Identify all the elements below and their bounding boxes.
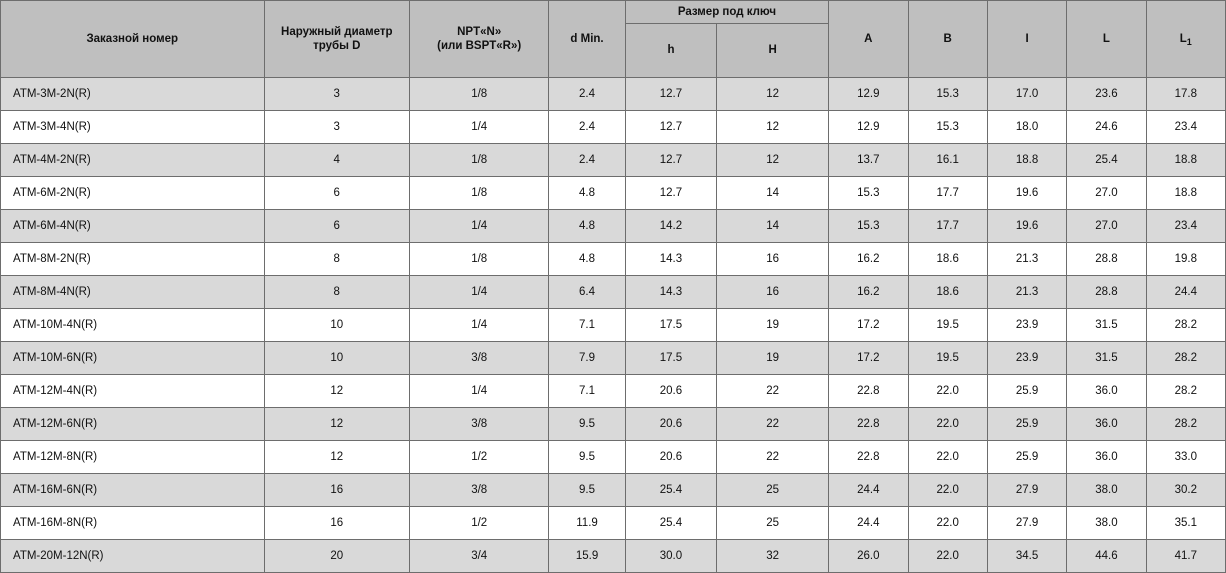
cell-h: 12.7 xyxy=(625,111,717,144)
cell-d_min: 9.5 xyxy=(549,474,625,507)
cell-npt: 3/8 xyxy=(410,474,549,507)
cell-outer_d: 8 xyxy=(264,243,409,276)
cell-I: 19.6 xyxy=(987,177,1066,210)
cell-B: 15.3 xyxy=(908,111,987,144)
column-header-i: I xyxy=(987,1,1066,78)
cell-L: 24.6 xyxy=(1067,111,1146,144)
cell-h: 12.7 xyxy=(625,78,717,111)
cell-npt: 1/8 xyxy=(410,243,549,276)
cell-I: 18.0 xyxy=(987,111,1066,144)
cell-npt: 1/8 xyxy=(410,78,549,111)
l1-base: L xyxy=(1179,32,1187,45)
cell-npt: 3/4 xyxy=(410,540,549,573)
cell-order-number: ATM-12M-6N(R) xyxy=(1,408,265,441)
cell-H: 19 xyxy=(717,309,829,342)
cell-npt: 1/4 xyxy=(410,210,549,243)
cell-outer_d: 12 xyxy=(264,408,409,441)
cell-d_min: 7.9 xyxy=(549,342,625,375)
cell-L: 31.5 xyxy=(1067,309,1146,342)
cell-order-number: ATM-8M-2N(R) xyxy=(1,243,265,276)
cell-h: 25.4 xyxy=(625,507,717,540)
cell-A: 13.7 xyxy=(829,144,908,177)
table-row xyxy=(1,474,1226,507)
cell-L: 27.0 xyxy=(1067,210,1146,243)
cell-A: 22.8 xyxy=(829,375,908,408)
cell-H: 22 xyxy=(717,441,829,474)
cell-H: 25 xyxy=(717,507,829,540)
cell-L: 27.0 xyxy=(1067,177,1146,210)
cell-I: 23.9 xyxy=(987,342,1066,375)
cell-outer_d: 3 xyxy=(264,78,409,111)
cell-d_min: 2.4 xyxy=(549,111,625,144)
cell-npt: 1/4 xyxy=(410,309,549,342)
cell-B: 22.0 xyxy=(908,507,987,540)
cell-h: 20.6 xyxy=(625,441,717,474)
cell-I: 25.9 xyxy=(987,408,1066,441)
cell-B: 15.3 xyxy=(908,78,987,111)
cell-order-number: ATM-10M-4N(R) xyxy=(1,309,265,342)
cell-L: 23.6 xyxy=(1067,78,1146,111)
cell-order-number: ATM-10M-6N(R) xyxy=(1,342,265,375)
table-row xyxy=(1,507,1226,540)
cell-outer_d: 10 xyxy=(264,309,409,342)
cell-order-number: ATM-16M-6N(R) xyxy=(1,474,265,507)
column-header-a: A xyxy=(829,1,908,78)
cell-npt: 1/4 xyxy=(410,111,549,144)
cell-B: 18.6 xyxy=(908,276,987,309)
cell-outer_d: 12 xyxy=(264,375,409,408)
cell-order-number: ATM-16M-8N(R) xyxy=(1,507,265,540)
cell-A: 12.9 xyxy=(829,78,908,111)
table-row xyxy=(1,408,1226,441)
cell-outer_d: 4 xyxy=(264,144,409,177)
cell-d_min: 4.8 xyxy=(549,210,625,243)
npt-line-2: (или BSPT«R») xyxy=(437,40,522,52)
column-header-h-lower: h xyxy=(625,24,717,78)
cell-B: 22.0 xyxy=(908,408,987,441)
cell-L1: 28.2 xyxy=(1146,375,1225,408)
cell-B: 16.1 xyxy=(908,144,987,177)
table-row xyxy=(1,210,1226,243)
cell-I: 19.6 xyxy=(987,210,1066,243)
cell-A: 17.2 xyxy=(829,309,908,342)
cell-outer_d: 20 xyxy=(264,540,409,573)
cell-A: 17.2 xyxy=(829,342,908,375)
cell-L1: 41.7 xyxy=(1146,540,1225,573)
cell-A: 22.8 xyxy=(829,408,908,441)
cell-I: 27.9 xyxy=(987,474,1066,507)
cell-order-number: ATM-3M-2N(R) xyxy=(1,78,265,111)
cell-outer_d: 16 xyxy=(264,507,409,540)
cell-order-number: ATM-6M-2N(R) xyxy=(1,177,265,210)
cell-h: 20.6 xyxy=(625,408,717,441)
cell-B: 19.5 xyxy=(908,342,987,375)
cell-L: 36.0 xyxy=(1067,375,1146,408)
cell-order-number: ATM-20M-12N(R) xyxy=(1,540,265,573)
cell-L: 28.8 xyxy=(1067,243,1146,276)
cell-H: 14 xyxy=(717,177,829,210)
cell-B: 17.7 xyxy=(908,177,987,210)
cell-h: 14.3 xyxy=(625,276,717,309)
outer-diameter-line-1: Наружный диаметр xyxy=(281,25,393,38)
cell-A: 26.0 xyxy=(829,540,908,573)
cell-I: 18.8 xyxy=(987,144,1066,177)
cell-A: 12.9 xyxy=(829,111,908,144)
cell-H: 16 xyxy=(717,243,829,276)
column-header-d-min: d Min. xyxy=(549,1,625,78)
table-row xyxy=(1,309,1226,342)
cell-h: 14.2 xyxy=(625,210,717,243)
cell-outer_d: 16 xyxy=(264,474,409,507)
cell-h: 12.7 xyxy=(625,144,717,177)
cell-d_min: 9.5 xyxy=(549,441,625,474)
cell-outer_d: 8 xyxy=(264,276,409,309)
cell-B: 22.0 xyxy=(908,441,987,474)
column-header-npt-thread xyxy=(410,1,549,78)
table-row xyxy=(1,375,1226,408)
column-header-h-upper: H xyxy=(717,24,829,78)
cell-npt: 1/8 xyxy=(410,177,549,210)
outer-diameter-line-2: трубы D xyxy=(313,40,361,52)
cell-H: 12 xyxy=(717,111,829,144)
cell-L1: 33.0 xyxy=(1146,441,1225,474)
cell-order-number: ATM-8M-4N(R) xyxy=(1,276,265,309)
cell-npt: 3/8 xyxy=(410,342,549,375)
header-row-top xyxy=(1,1,1226,24)
cell-I: 21.3 xyxy=(987,276,1066,309)
column-header-l1 xyxy=(1146,1,1225,78)
cell-B: 19.5 xyxy=(908,309,987,342)
cell-A: 16.2 xyxy=(829,276,908,309)
cell-L1: 18.8 xyxy=(1146,177,1225,210)
cell-L1: 30.2 xyxy=(1146,474,1225,507)
cell-B: 22.0 xyxy=(908,540,987,573)
cell-A: 22.8 xyxy=(829,441,908,474)
cell-H: 19 xyxy=(717,342,829,375)
cell-A: 24.4 xyxy=(829,507,908,540)
cell-npt: 3/8 xyxy=(410,408,549,441)
cell-L: 36.0 xyxy=(1067,441,1146,474)
cell-d_min: 7.1 xyxy=(549,309,625,342)
cell-outer_d: 6 xyxy=(264,210,409,243)
column-header-order-number: Заказной номер xyxy=(1,1,265,78)
cell-L1: 17.8 xyxy=(1146,78,1225,111)
cell-d_min: 9.5 xyxy=(549,408,625,441)
cell-B: 22.0 xyxy=(908,375,987,408)
table-row xyxy=(1,144,1226,177)
cell-order-number: ATM-4M-2N(R) xyxy=(1,144,265,177)
cell-H: 22 xyxy=(717,375,829,408)
cell-d_min: 2.4 xyxy=(549,144,625,177)
cell-h: 25.4 xyxy=(625,474,717,507)
cell-B: 22.0 xyxy=(908,474,987,507)
table-row xyxy=(1,441,1226,474)
table-row xyxy=(1,78,1226,111)
cell-H: 22 xyxy=(717,408,829,441)
cell-B: 18.6 xyxy=(908,243,987,276)
cell-L: 25.4 xyxy=(1067,144,1146,177)
cell-L: 38.0 xyxy=(1067,474,1146,507)
cell-d_min: 6.4 xyxy=(549,276,625,309)
cell-h: 30.0 xyxy=(625,540,717,573)
cell-L1: 23.4 xyxy=(1146,111,1225,144)
cell-d_min: 4.8 xyxy=(549,243,625,276)
cell-H: 12 xyxy=(717,144,829,177)
cell-I: 21.3 xyxy=(987,243,1066,276)
cell-L: 44.6 xyxy=(1067,540,1146,573)
cell-h: 17.5 xyxy=(625,309,717,342)
cell-outer_d: 6 xyxy=(264,177,409,210)
column-header-b: B xyxy=(908,1,987,78)
cell-order-number: ATM-12M-8N(R) xyxy=(1,441,265,474)
cell-I: 17.0 xyxy=(987,78,1066,111)
cell-npt: 1/2 xyxy=(410,441,549,474)
table-row xyxy=(1,177,1226,210)
cell-L: 38.0 xyxy=(1067,507,1146,540)
column-header-l: L xyxy=(1067,1,1146,78)
cell-outer_d: 12 xyxy=(264,441,409,474)
cell-d_min: 15.9 xyxy=(549,540,625,573)
cell-I: 34.5 xyxy=(987,540,1066,573)
table-row xyxy=(1,111,1226,144)
cell-h: 20.6 xyxy=(625,375,717,408)
cell-H: 32 xyxy=(717,540,829,573)
cell-I: 25.9 xyxy=(987,441,1066,474)
cell-d_min: 7.1 xyxy=(549,375,625,408)
table-header xyxy=(1,1,1226,78)
cell-H: 25 xyxy=(717,474,829,507)
cell-h: 12.7 xyxy=(625,177,717,210)
column-group-header-wrench-size: Размер под ключ xyxy=(625,1,828,24)
cell-outer_d: 10 xyxy=(264,342,409,375)
table-row xyxy=(1,243,1226,276)
cell-L1: 35.1 xyxy=(1146,507,1225,540)
cell-A: 15.3 xyxy=(829,177,908,210)
cell-d_min: 11.9 xyxy=(549,507,625,540)
cell-d_min: 4.8 xyxy=(549,177,625,210)
cell-H: 14 xyxy=(717,210,829,243)
cell-npt: 1/2 xyxy=(410,507,549,540)
l1-subscript: 1 xyxy=(1186,36,1192,47)
cell-npt: 1/4 xyxy=(410,375,549,408)
cell-L1: 19.8 xyxy=(1146,243,1225,276)
cell-order-number: ATM-6M-4N(R) xyxy=(1,210,265,243)
cell-I: 25.9 xyxy=(987,375,1066,408)
table-body xyxy=(1,78,1226,573)
npt-line-1: NPT«N» xyxy=(457,25,502,38)
cell-L1: 28.2 xyxy=(1146,342,1225,375)
cell-d_min: 2.4 xyxy=(549,78,625,111)
cell-L1: 23.4 xyxy=(1146,210,1225,243)
cell-L: 31.5 xyxy=(1067,342,1146,375)
cell-order-number: ATM-3M-4N(R) xyxy=(1,111,265,144)
cell-I: 23.9 xyxy=(987,309,1066,342)
cell-A: 16.2 xyxy=(829,243,908,276)
cell-h: 17.5 xyxy=(625,342,717,375)
cell-H: 16 xyxy=(717,276,829,309)
column-header-outer-diameter xyxy=(264,1,409,78)
cell-B: 17.7 xyxy=(908,210,987,243)
cell-npt: 1/4 xyxy=(410,276,549,309)
table-row xyxy=(1,342,1226,375)
cell-outer_d: 3 xyxy=(264,111,409,144)
table-row xyxy=(1,540,1226,573)
cell-L1: 28.2 xyxy=(1146,309,1225,342)
cell-I: 27.9 xyxy=(987,507,1066,540)
cell-L1: 18.8 xyxy=(1146,144,1225,177)
cell-npt: 1/8 xyxy=(410,144,549,177)
table-row xyxy=(1,276,1226,309)
cell-L1: 28.2 xyxy=(1146,408,1225,441)
cell-h: 14.3 xyxy=(625,243,717,276)
cell-L1: 24.4 xyxy=(1146,276,1225,309)
cell-L: 28.8 xyxy=(1067,276,1146,309)
cell-order-number: ATM-12M-4N(R) xyxy=(1,375,265,408)
cell-H: 12 xyxy=(717,78,829,111)
cell-A: 24.4 xyxy=(829,474,908,507)
cell-L: 36.0 xyxy=(1067,408,1146,441)
cell-A: 15.3 xyxy=(829,210,908,243)
